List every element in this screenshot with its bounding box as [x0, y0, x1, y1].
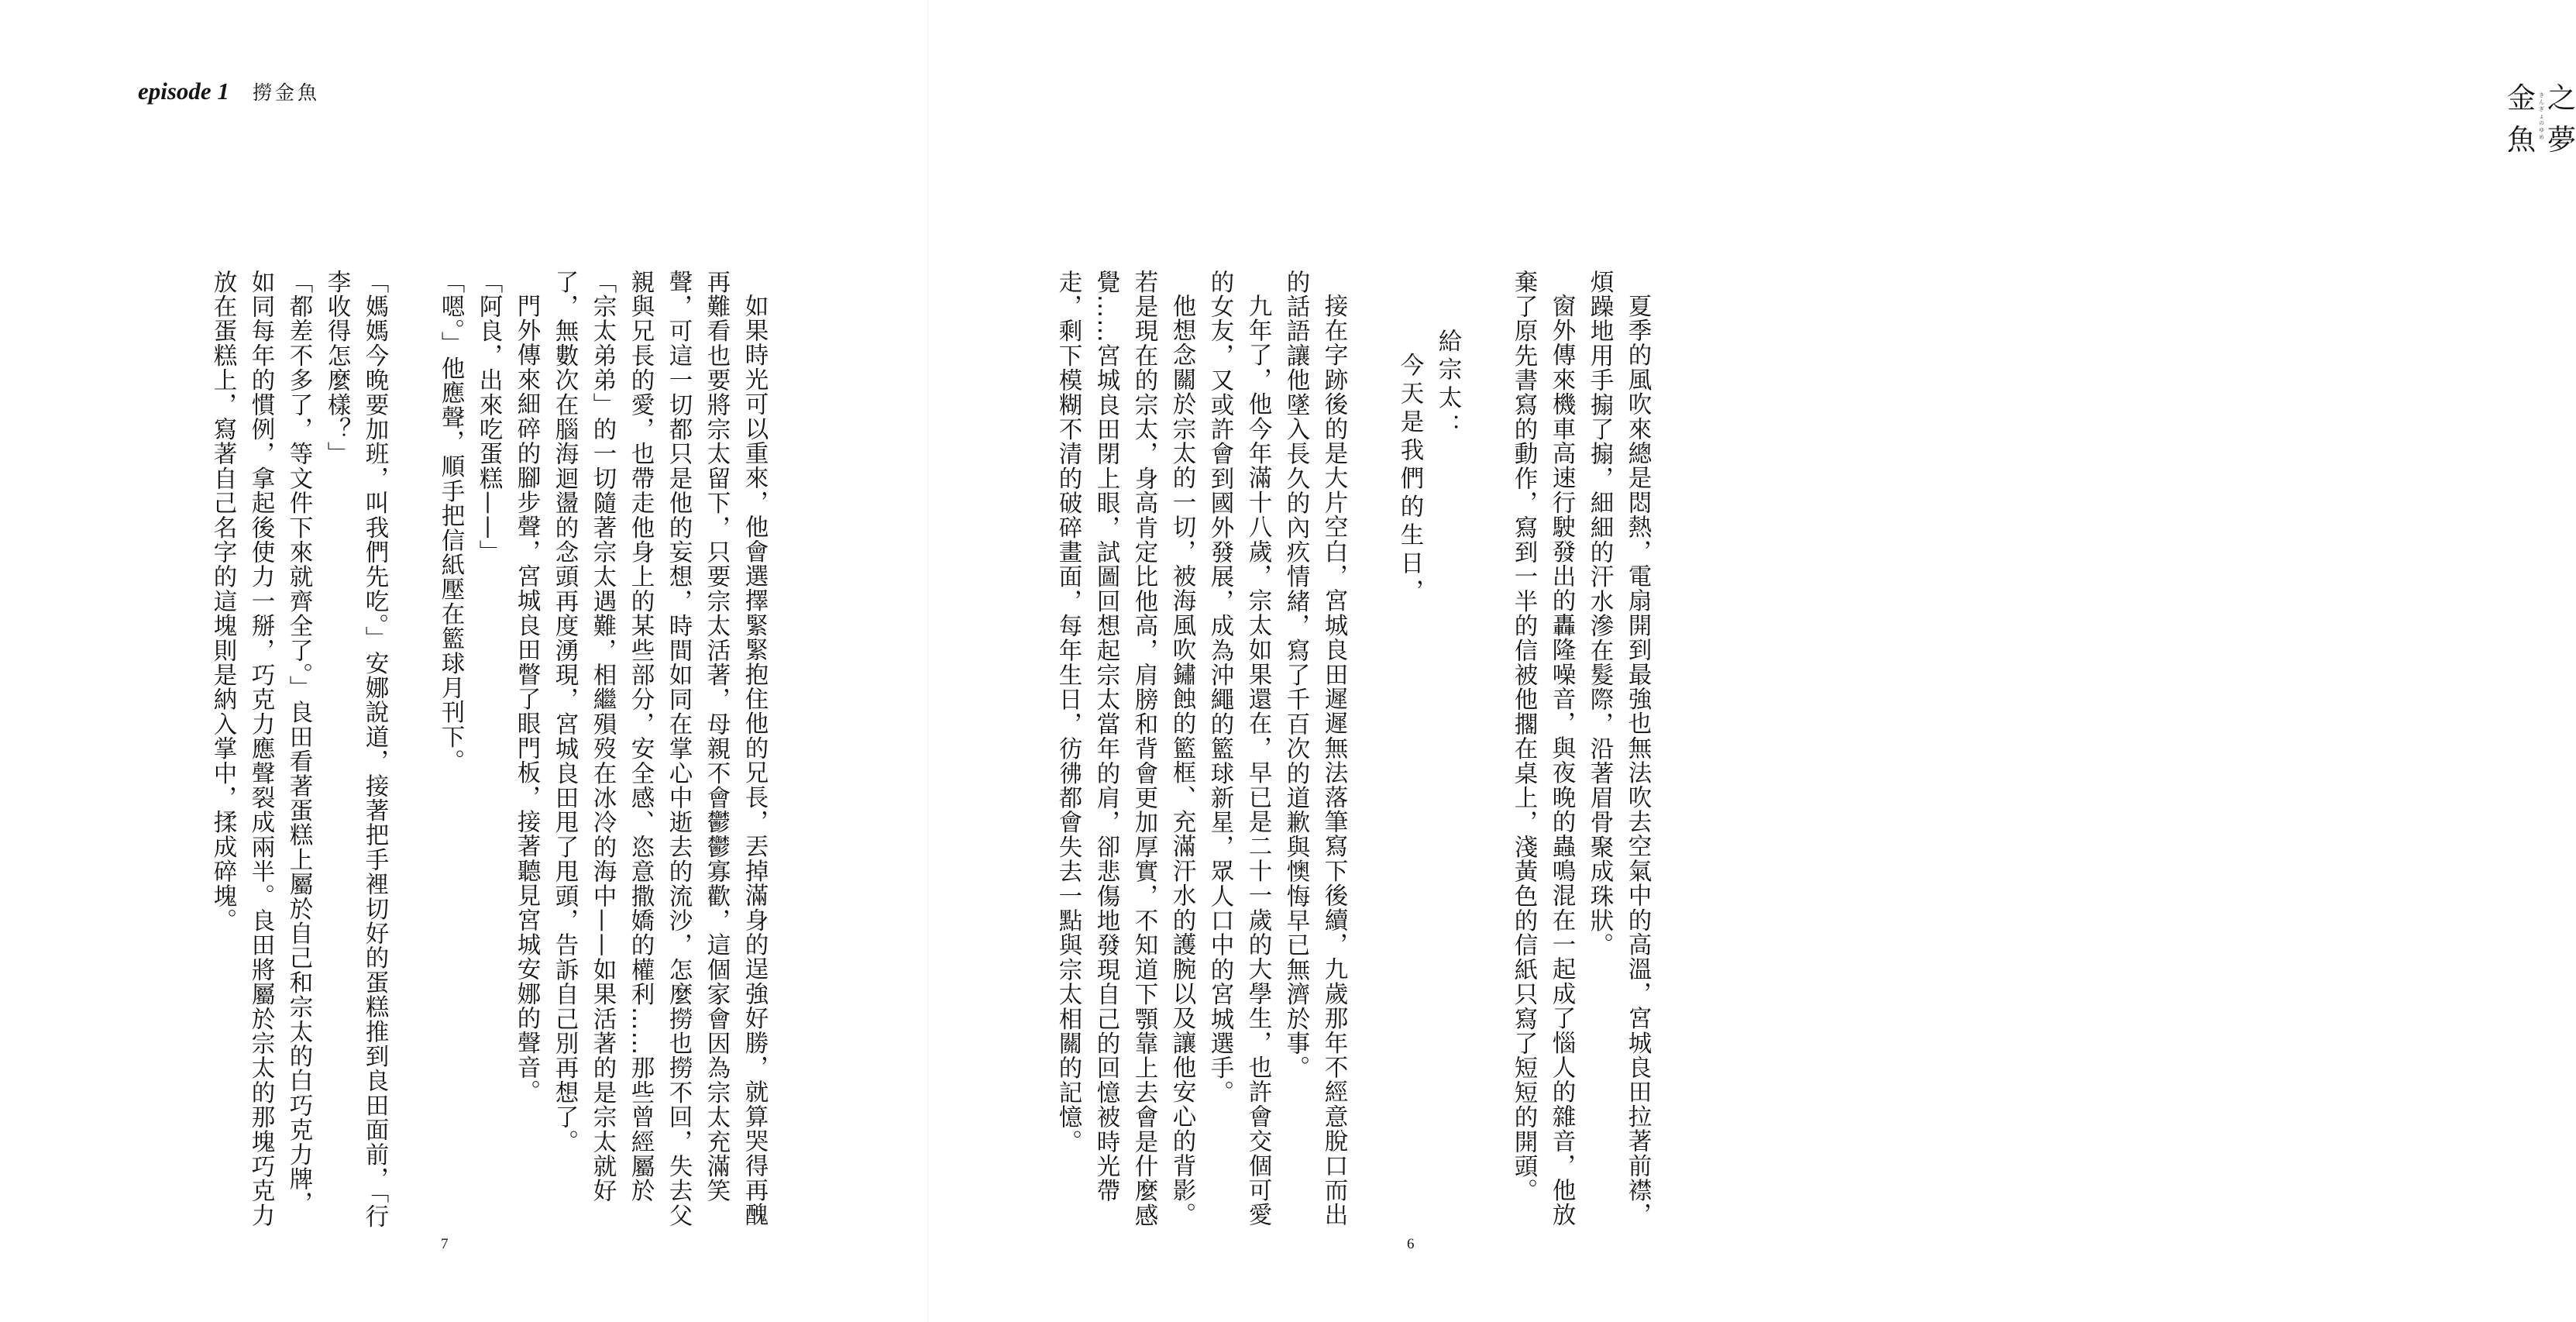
dialogue-line: 「嗯。」他應聲，順手把信紙壓在籃球月刊下。	[437, 270, 464, 774]
paragraph: 如果時光可以重來，他會選擇緊緊抱住他的兄長，丟掉滿身的逞強好勝，就算哭得再醜再難看也要將宗太留下，只要宗太活著，母親不會鬱鬱寡歡，這個家會因為宗太充滿笑聲，可這一切都只是他的妄想，時間如同在掌心中逝去的流沙，怎麼撈也撈不回，失去父親與兄長的愛，也帶走他身上的某些部分，安全感、恣意撒嬌的權利……那些曾經屬於「宗太弟弟」的一切隨著宗太遇難，相繼殞歿在冰冷的海中——如果活著的是宗太就好了，無數次在腦海迴盪的念頭再度湧現，宮城良田甩了甩頭，告訴自己別再想了。	[551, 270, 768, 1228]
running-header-left	[138, 77, 320, 105]
paragraph: 夏季的風吹來總是悶熱，電扇開到最強也無法吹去空氣中的高溫，宮城良田拉著前襟，煩躁地用手搧了搧，細細的汗水滲在髮際，沿著眉骨聚成珠狀。	[1586, 270, 1651, 1227]
chapter-subtitle: 撈金魚	[252, 81, 320, 104]
ruby-line: の ゆめ	[2539, 119, 2544, 140]
blank-line	[394, 270, 432, 1231]
left-page-body	[130, 270, 773, 1231]
ruby-line: きんぎょ	[2539, 91, 2544, 119]
book-title-part2: 之夢	[2547, 81, 2576, 157]
paragraph: 接在字跡後的是大片空白，宮城良田遲遲無法落筆寫下後續，九歲那年不經意脫口而出的話語讓他墜入長久的內疚情緒，寫了千百次的道歉與懊悔早已無濟於事。	[1282, 270, 1347, 1227]
left-page	[0, 0, 928, 1322]
book-title-part1: 金魚	[2507, 81, 2536, 157]
dialogue-line: 「都差不多了，等文件下來就齊全了。」良田看著蛋糕上屬於自己和宗太的白巧克力牌，如同每年的慣例，拿起後使力一掰，巧克力應聲裂成兩半。良田將屬於宗太的那塊巧克力放在蛋糕上，寫著自己名字的這塊則是納入掌中，揉成碎塊。	[209, 270, 312, 1228]
dialogue-line: 「阿良，出來吃蛋糕——」	[475, 270, 502, 565]
page-number-left: 7	[441, 1236, 449, 1252]
right-page-body	[1054, 270, 1656, 1231]
running-header-right	[2507, 74, 2576, 158]
paragraph: 窗外傳來機車高速行駛發出的轟隆噪音，與夜晚的蟲鳴混在一起成了惱人的雜音，他放棄了原先書寫的動作，寫到一半的信被他擱在桌上，淺黃色的信紙只寫了短短的開頭。	[1510, 270, 1575, 1227]
paragraph: 門外傳來細碎的腳步聲，宮城良田瞥了眼門板，接著聽見宮城安娜的聲音。	[513, 293, 540, 1104]
blank-line	[1353, 270, 1391, 1231]
paragraph: 他想念關於宗太的一切，被海風吹鏽蝕的籃框、充滿汗水的護腕以及讓他安心的背影。若是現在的宗太，身高肯定比他高，肩膀和背會更加厚實，不知道下顎靠上去會是什麼感覺……宮城良田閉上眼，試圖回想起宗太當年的肩，卻悲傷地發現自己的回憶被時光帶走，剩下模糊不清的破碎畫面，每年生日，彷彿都會失去一點與宗太相關的記憶。	[1054, 270, 1195, 1228]
book-title-ruby	[2539, 92, 2544, 141]
blank-line	[1467, 270, 1505, 1231]
episode-label: episode 1	[138, 77, 229, 105]
letter-line: 今天是我們的生日，	[1396, 352, 1423, 608]
page-number-right: 6	[1407, 1236, 1415, 1252]
letter-salutation: 給宗太：	[1434, 329, 1461, 442]
paragraph: 九年了，他今年滿十八歲，宗太如果還在，早已是二十一歲的大學生，也許會交個可愛的女友，又或許會到國外發展，成為沖繩的籃球新星，眾人口中的宮城選手。	[1206, 270, 1271, 1227]
dialogue-line: 「媽媽今晚要加班，叫我們先吃。」安娜說道，接著把手裡切好的蛋糕推到良田面前，「行李收得怎麼樣？」	[323, 270, 388, 1229]
